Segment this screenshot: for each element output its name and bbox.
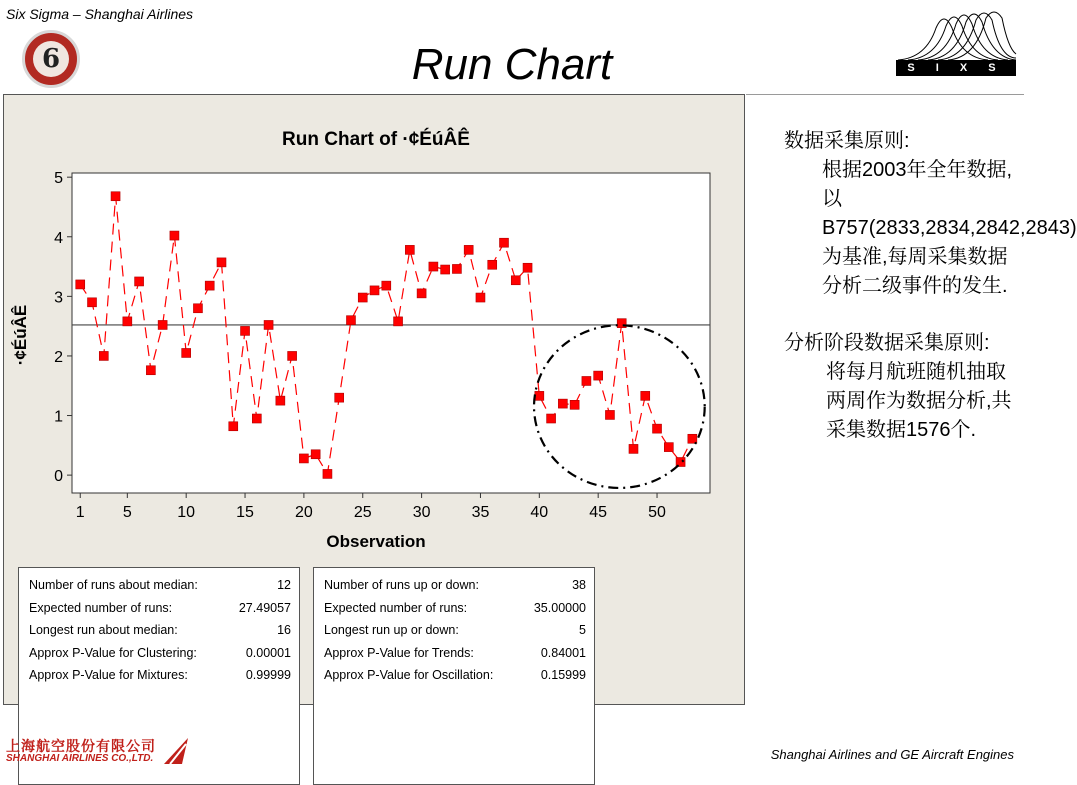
- company-name-cn: 上海航空股份有限公司: [6, 739, 156, 755]
- data-point: [370, 286, 379, 295]
- notes-body-collection: 根据2003年全年数据,以B757(2833,2834,2842,2843)为基准,每周采集数据分析二级事件的发生.: [822, 159, 1077, 297]
- x-tick-label: 45: [589, 504, 608, 521]
- data-point: [111, 192, 120, 201]
- data-point: [358, 293, 367, 302]
- stat-value: 0.99999: [245, 668, 291, 682]
- data-point: [88, 298, 97, 307]
- y-tick-label: 5: [54, 170, 63, 188]
- page-title: Run Chart: [411, 40, 613, 89]
- data-point: [205, 281, 214, 290]
- stat-value: 27.49057: [238, 600, 291, 615]
- stat-row: [29, 619, 291, 642]
- y-axis: [54, 170, 72, 485]
- data-point: [346, 316, 355, 325]
- data-point: [323, 469, 332, 478]
- x-tick-label: 50: [648, 504, 666, 521]
- data-point: [146, 366, 155, 375]
- y-tick-label: 2: [54, 348, 63, 366]
- data-point: [605, 410, 614, 419]
- stat-row: [324, 574, 586, 597]
- data-point: [641, 391, 650, 400]
- notes-heading-analysis: 分析阶段数据采集原则:: [784, 332, 990, 354]
- data-point: [535, 391, 544, 400]
- stat-label: Number of runs up or down:: [324, 578, 479, 592]
- data-point: [170, 231, 179, 240]
- stat-label: Number of runs about median:: [29, 578, 198, 592]
- data-point: [288, 351, 297, 360]
- notes-heading-collection: 数据采集原则:: [784, 130, 910, 152]
- y-axis-label: ·¢ÉúÂÊ: [11, 304, 30, 366]
- data-point: [76, 280, 85, 289]
- stat-value: 38: [572, 578, 586, 592]
- data-point: [488, 260, 497, 269]
- data-point: [570, 400, 579, 409]
- stat-row: [29, 574, 291, 597]
- data-point: [299, 454, 308, 463]
- data-point: [217, 258, 226, 267]
- x-tick-label: 30: [412, 504, 431, 521]
- data-point: [158, 320, 167, 329]
- x-tick-label: 15: [236, 504, 254, 521]
- six-sigma-curves-icon: [896, 8, 1018, 62]
- data-point: [123, 317, 132, 326]
- data-point: [264, 320, 273, 329]
- stats-box-updown: [313, 567, 595, 785]
- data-point: [429, 262, 438, 271]
- stat-label: Longest run about median:: [29, 623, 178, 637]
- minitab-chart-panel: [3, 94, 745, 705]
- y-tick-label: 1: [54, 408, 63, 426]
- data-point: [405, 245, 414, 254]
- data-point: [476, 293, 485, 302]
- data-point: [523, 263, 532, 272]
- stat-row: [29, 664, 291, 687]
- data-point: [629, 444, 638, 453]
- data-point: [193, 304, 202, 313]
- y-tick-label: 0: [54, 468, 63, 486]
- x-tick-label: 40: [530, 504, 549, 521]
- data-point: [182, 348, 191, 357]
- stat-value: 5: [579, 623, 586, 637]
- footer-credit: Shanghai Airlines and GE Aircraft Engines: [770, 747, 1014, 762]
- data-point: [241, 326, 250, 335]
- stat-row: [324, 619, 586, 642]
- y-tick-label: 3: [54, 289, 63, 307]
- company-name-en: SHANGHAI AIRLINES CO.,LTD.: [6, 753, 154, 764]
- data-point: [441, 265, 450, 274]
- stat-row: [29, 597, 291, 620]
- footer-company-logo: [6, 736, 196, 768]
- x-axis-label: Observation: [326, 532, 426, 551]
- stat-label: Expected number of runs:: [29, 600, 173, 615]
- stat-label: Approx P-Value for Mixtures:: [29, 668, 188, 682]
- x-tick-label: 5: [122, 504, 132, 521]
- six-sigma-wordmark: S I X S I G M A: [896, 60, 1016, 76]
- stat-value: 35.00000: [533, 600, 586, 615]
- y-tick-label: 4: [54, 229, 63, 247]
- data-point: [229, 422, 238, 431]
- data-point: [594, 371, 603, 380]
- logo-six-glyph: 6: [33, 41, 69, 77]
- x-tick-label: 20: [294, 504, 313, 521]
- x-tick-label: 35: [471, 504, 490, 521]
- stat-label: Approx P-Value for Clustering:: [29, 645, 197, 660]
- data-point: [653, 424, 662, 433]
- stat-value: 12: [277, 578, 291, 592]
- notes-panel: [784, 127, 1077, 445]
- x-tick-label: 25: [353, 504, 372, 521]
- data-point: [464, 245, 473, 254]
- data-point: [252, 414, 261, 423]
- data-point: [417, 289, 426, 298]
- stat-row: [324, 664, 586, 687]
- x-axis: [76, 493, 666, 521]
- stat-value: 0.00001: [245, 645, 291, 660]
- stat-row: [324, 642, 586, 665]
- stat-label: Approx P-Value for Oscillation:: [324, 668, 494, 682]
- notes-body-analysis: 将每月航班随机抽取两周作为数据分析,共采集数据1576个.: [826, 361, 1012, 441]
- header-caption: Six Sigma – Shanghai Airlines: [6, 6, 194, 22]
- data-point: [664, 443, 673, 452]
- airline-crane-icon: [162, 736, 192, 766]
- data-point: [582, 376, 591, 385]
- header-rule: [746, 94, 1024, 95]
- chart-title: Run Chart of ·¢ÉúÂÊ: [282, 129, 470, 150]
- stat-label: Approx P-Value for Trends:: [324, 645, 474, 660]
- data-point: [382, 281, 391, 290]
- stat-value: 0.84001: [540, 645, 586, 660]
- run-chart: [4, 95, 744, 565]
- stat-row: [324, 597, 586, 620]
- data-point: [500, 238, 509, 247]
- data-point: [99, 351, 108, 360]
- x-tick-label: 1: [75, 504, 85, 521]
- stat-value: 0.15999: [540, 668, 586, 682]
- stat-label: Longest run up or down:: [324, 623, 459, 637]
- data-point: [558, 399, 567, 408]
- data-point: [135, 277, 144, 286]
- data-point: [311, 450, 320, 459]
- x-tick-label: 10: [177, 504, 196, 521]
- plot-area: [72, 173, 710, 493]
- data-point: [394, 317, 403, 326]
- data-point: [335, 393, 344, 402]
- data-point: [511, 276, 520, 285]
- data-point: [547, 414, 556, 423]
- data-point: [452, 264, 461, 273]
- stat-label: Expected number of runs:: [324, 600, 468, 615]
- data-point: [276, 396, 285, 405]
- stat-value: 16: [277, 623, 291, 637]
- stat-row: [29, 642, 291, 665]
